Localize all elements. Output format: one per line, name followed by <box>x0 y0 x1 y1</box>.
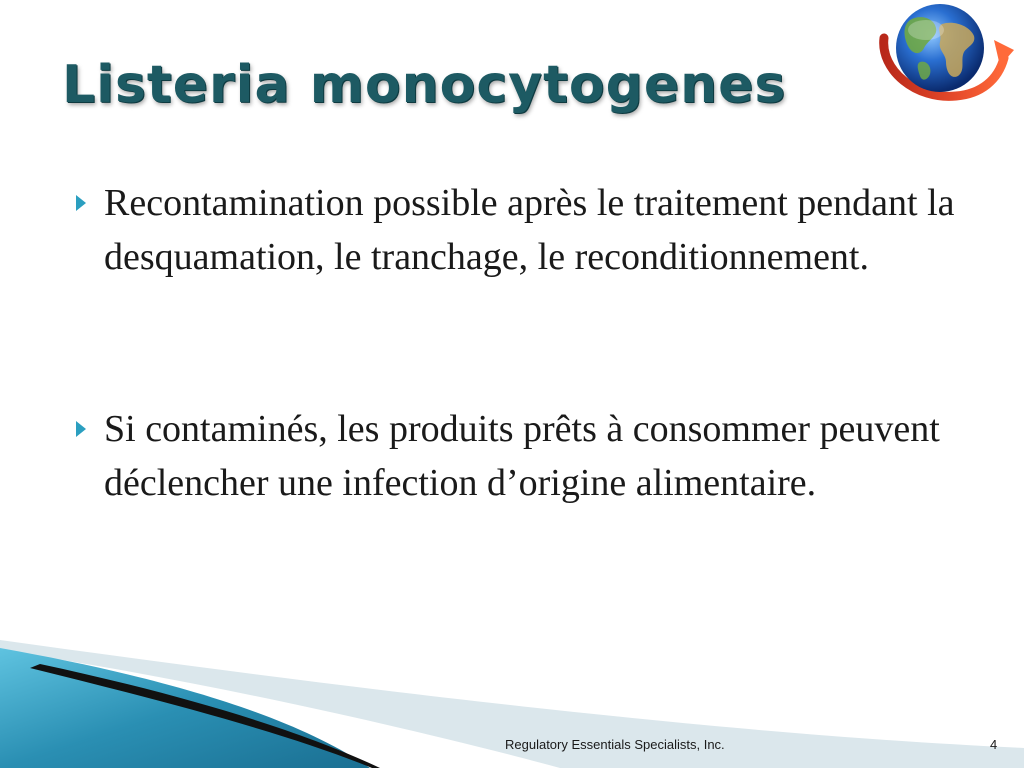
bullet-text: Si contaminés, les produits prêts à consommer peuvent déclencher une infection d’origine alimentaire. <box>104 408 940 504</box>
slide-title: Listeria monocytogenes <box>62 55 787 115</box>
page-number: 4 <box>990 737 998 752</box>
triangle-bullet-icon <box>76 195 86 211</box>
bullet-text: Recontamination possible après le traitement pendant la desquamation, le tranchage, le reconditionnement. <box>104 182 955 278</box>
triangle-bullet-icon <box>76 421 86 437</box>
bullet-item <box>70 402 970 510</box>
bullet-item <box>70 176 970 284</box>
bullet-list <box>70 176 970 510</box>
globe-arrow-icon <box>876 0 1016 105</box>
footer-text: Regulatory Essentials Specialists, Inc. <box>505 737 725 752</box>
